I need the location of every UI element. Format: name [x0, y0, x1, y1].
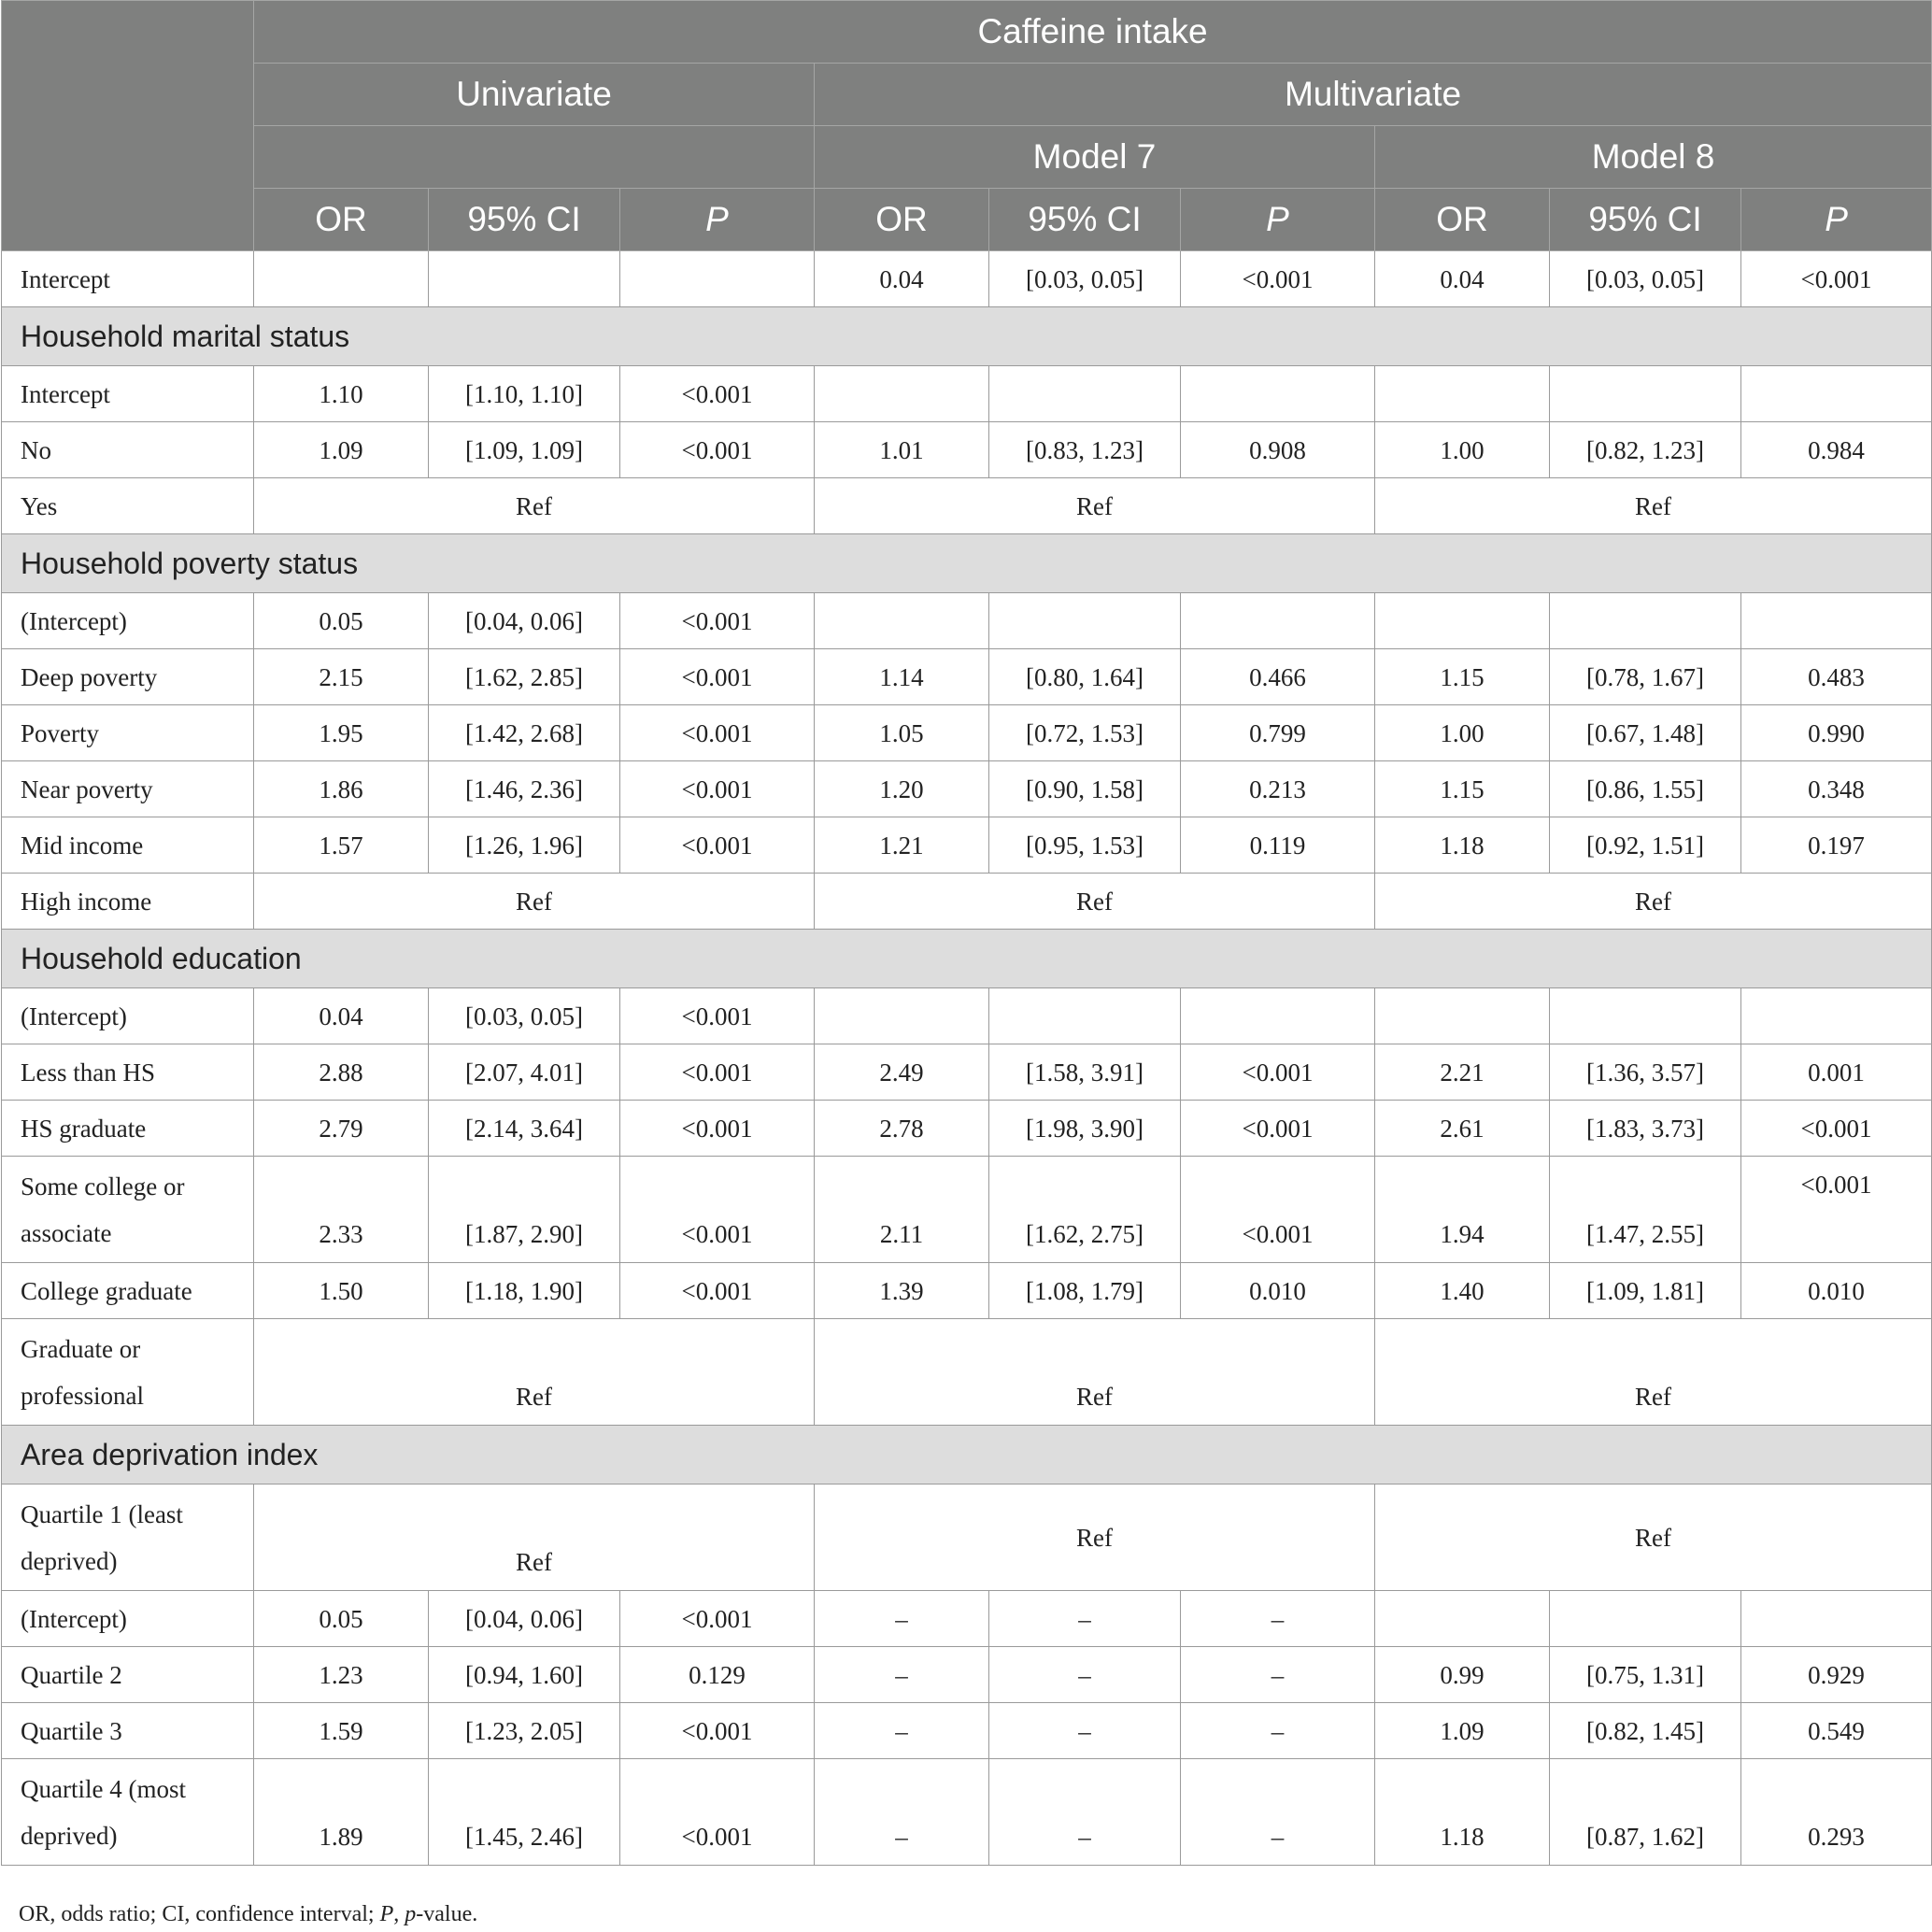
- cell: [254, 251, 429, 307]
- cell: 0.799: [1181, 705, 1375, 761]
- row-label: Deep poverty: [2, 649, 254, 705]
- cell: 0.908: [1181, 422, 1375, 478]
- cell: [1.08, 1.79]: [989, 1263, 1181, 1319]
- cell: 0.05: [254, 593, 429, 649]
- table-row: [2, 593, 1932, 649]
- cell: 0.549: [1741, 1703, 1932, 1759]
- cell: –: [815, 1591, 989, 1647]
- cell: [1.98, 3.90]: [989, 1101, 1181, 1157]
- cell: [0.78, 1.67]: [1550, 649, 1741, 705]
- cell: <0.001: [620, 1759, 815, 1866]
- header-multivariate: Multivariate: [815, 64, 1932, 126]
- cell: [0.04, 0.06]: [429, 593, 620, 649]
- cell: 1.00: [1375, 422, 1550, 478]
- cell: 1.18: [1375, 817, 1550, 874]
- ref-cell: Ref: [254, 478, 815, 534]
- cell: [0.95, 1.53]: [989, 817, 1181, 874]
- header-m8-p: P: [1741, 189, 1932, 251]
- row-label: No: [2, 422, 254, 478]
- cell: [815, 366, 989, 422]
- row-label: (Intercept): [2, 1591, 254, 1647]
- cell: [0.04, 0.06]: [429, 1591, 620, 1647]
- cell: <0.001: [620, 1263, 815, 1319]
- cell: –: [1181, 1591, 1375, 1647]
- cell: [1550, 593, 1741, 649]
- cell: 1.89: [254, 1759, 429, 1866]
- cell: <0.001: [620, 366, 815, 422]
- row-label: (Intercept): [2, 593, 254, 649]
- row-label: Intercept: [2, 251, 254, 307]
- row-label-line: associate: [21, 1218, 112, 1247]
- cell: 1.20: [815, 761, 989, 817]
- cell: [1.62, 2.75]: [989, 1157, 1181, 1263]
- cell: <0.001: [1181, 251, 1375, 307]
- section-title-education: Household education: [2, 930, 1932, 988]
- footnote-text: ,: [393, 1902, 405, 1926]
- cell: 2.78: [815, 1101, 989, 1157]
- cell: 0.119: [1181, 817, 1375, 874]
- cell: [1550, 366, 1741, 422]
- row-label: [2, 1157, 254, 1263]
- header-m8-or: OR: [1375, 189, 1550, 251]
- cell: –: [1181, 1647, 1375, 1703]
- cell: [1550, 988, 1741, 1044]
- cell: 1.23: [254, 1647, 429, 1703]
- table-row: [2, 761, 1932, 817]
- cell: [1550, 1591, 1741, 1647]
- table-row: [2, 1647, 1932, 1703]
- cell: [1375, 593, 1550, 649]
- row-label-line: Quartile 1 (least: [21, 1499, 183, 1528]
- cell: [1.83, 3.73]: [1550, 1101, 1741, 1157]
- table-row: [2, 705, 1932, 761]
- header-univariate: Univariate: [254, 64, 815, 126]
- cell: [1.47, 2.55]: [1550, 1157, 1741, 1263]
- cell: <0.001: [620, 1157, 815, 1263]
- results-table: [1, 0, 1932, 1866]
- cell: 0.348: [1741, 761, 1932, 817]
- header-univariate-blank: [254, 126, 815, 189]
- cell: [989, 988, 1181, 1044]
- cell: [1181, 593, 1375, 649]
- cell: [1.10, 1.10]: [429, 366, 620, 422]
- cell: 2.21: [1375, 1044, 1550, 1101]
- cell: 2.11: [815, 1157, 989, 1263]
- cell: [0.75, 1.31]: [1550, 1647, 1741, 1703]
- row-label: Quartile 3: [2, 1703, 254, 1759]
- section-row: [2, 307, 1932, 366]
- cell: 0.04: [815, 251, 989, 307]
- footnote-text: OR, odds ratio; CI, confidence interval;: [19, 1902, 380, 1926]
- section-row: [2, 1426, 1932, 1485]
- cell: [2.14, 3.64]: [429, 1101, 620, 1157]
- cell: 0.213: [1181, 761, 1375, 817]
- cell: 0.05: [254, 1591, 429, 1647]
- cell: [1181, 988, 1375, 1044]
- cell: 1.95: [254, 705, 429, 761]
- cell: <0.001: [1741, 1157, 1932, 1263]
- cell: [1.18, 1.90]: [429, 1263, 620, 1319]
- cell: <0.001: [1181, 1101, 1375, 1157]
- cell: 0.197: [1741, 817, 1932, 874]
- table-row: [2, 1485, 1932, 1591]
- ref-cell: Ref: [815, 1485, 1375, 1591]
- cell: [815, 988, 989, 1044]
- cell: 0.466: [1181, 649, 1375, 705]
- cell: <0.001: [1181, 1157, 1375, 1263]
- header-m7-ci: 95% CI: [989, 189, 1181, 251]
- table-row: [2, 988, 1932, 1044]
- table-row: [2, 1157, 1932, 1263]
- cell: [1375, 366, 1550, 422]
- cell: [1.23, 2.05]: [429, 1703, 620, 1759]
- cell: <0.001: [1741, 251, 1932, 307]
- cell: [1.62, 2.85]: [429, 649, 620, 705]
- ref-cell: Ref: [815, 874, 1375, 930]
- cell: [1.42, 2.68]: [429, 705, 620, 761]
- section-row: [2, 534, 1932, 593]
- cell: [1.58, 3.91]: [989, 1044, 1181, 1101]
- row-label: Mid income: [2, 817, 254, 874]
- footnote-p-word: p: [405, 1902, 417, 1926]
- table-footnote: [19, 1902, 477, 1927]
- cell: 1.09: [254, 422, 429, 478]
- cell: <0.001: [620, 1044, 815, 1101]
- cell: [1741, 988, 1932, 1044]
- cell: 0.929: [1741, 1647, 1932, 1703]
- cell: 1.50: [254, 1263, 429, 1319]
- cell: 2.79: [254, 1101, 429, 1157]
- ref-cell: Ref: [254, 1485, 815, 1591]
- cell: [989, 593, 1181, 649]
- cell: –: [815, 1759, 989, 1866]
- cell: [1.26, 1.96]: [429, 817, 620, 874]
- ref-cell: Ref: [1375, 1485, 1932, 1591]
- table-row: [2, 251, 1932, 307]
- section-title-poverty: Household poverty status: [2, 534, 1932, 593]
- row-label-line: deprived): [21, 1821, 118, 1850]
- cell: [0.03, 0.05]: [429, 988, 620, 1044]
- cell: [1375, 988, 1550, 1044]
- ref-cell: Ref: [815, 1319, 1375, 1426]
- cell: 0.293: [1741, 1759, 1932, 1866]
- cell: <0.001: [620, 705, 815, 761]
- cell: <0.001: [620, 422, 815, 478]
- row-label: [2, 1759, 254, 1866]
- ref-cell: Ref: [1375, 478, 1932, 534]
- cell: [1181, 366, 1375, 422]
- cell: <0.001: [620, 988, 815, 1044]
- cell: 2.15: [254, 649, 429, 705]
- cell: –: [815, 1703, 989, 1759]
- cell: 0.001: [1741, 1044, 1932, 1101]
- table-row: [2, 1319, 1932, 1426]
- cell: 1.86: [254, 761, 429, 817]
- cell: <0.001: [620, 1703, 815, 1759]
- section-title-marital: Household marital status: [2, 307, 1932, 366]
- cell: 0.04: [1375, 251, 1550, 307]
- cell: [1741, 366, 1932, 422]
- footnote-text: -value.: [416, 1902, 478, 1926]
- cell: [1.45, 2.46]: [429, 1759, 620, 1866]
- cell: <0.001: [620, 649, 815, 705]
- row-label: Yes: [2, 478, 254, 534]
- row-label: Poverty: [2, 705, 254, 761]
- cell: 1.09: [1375, 1703, 1550, 1759]
- cell: [0.03, 0.05]: [1550, 251, 1741, 307]
- cell: [0.82, 1.23]: [1550, 422, 1741, 478]
- row-label: Quartile 2: [2, 1647, 254, 1703]
- cell: [0.90, 1.58]: [989, 761, 1181, 817]
- header-m7-p: P: [1181, 189, 1375, 251]
- row-label-line: Quartile 4 (most: [21, 1774, 186, 1803]
- footnote-p-symbol: P: [379, 1902, 394, 1926]
- cell: 1.94: [1375, 1157, 1550, 1263]
- cell: 2.61: [1375, 1101, 1550, 1157]
- cell: [815, 593, 989, 649]
- table-row: [2, 1703, 1932, 1759]
- cell: 2.33: [254, 1157, 429, 1263]
- cell: [0.94, 1.60]: [429, 1647, 620, 1703]
- cell: [1.09, 1.09]: [429, 422, 620, 478]
- cell: <0.001: [620, 817, 815, 874]
- header-model7: Model 7: [815, 126, 1375, 189]
- cell: 1.14: [815, 649, 989, 705]
- header-u-or: OR: [254, 189, 429, 251]
- ref-cell: Ref: [1375, 1319, 1932, 1426]
- cell: 0.129: [620, 1647, 815, 1703]
- ref-cell: Ref: [254, 1319, 815, 1426]
- cell: 1.18: [1375, 1759, 1550, 1866]
- table-row: [2, 1263, 1932, 1319]
- cell: [1.46, 2.36]: [429, 761, 620, 817]
- cell: 1.00: [1375, 705, 1550, 761]
- cell: 1.01: [815, 422, 989, 478]
- cell: 0.483: [1741, 649, 1932, 705]
- row-label: (Intercept): [2, 988, 254, 1044]
- table-row: [2, 1044, 1932, 1101]
- table-row: [2, 874, 1932, 930]
- cell: –: [989, 1759, 1181, 1866]
- table-row: [2, 1759, 1932, 1866]
- cell: [0.86, 1.55]: [1550, 761, 1741, 817]
- cell: <0.001: [620, 1101, 815, 1157]
- header-caffeine-intake: Caffeine intake: [254, 1, 1932, 64]
- cell: –: [989, 1591, 1181, 1647]
- table-row: [2, 422, 1932, 478]
- cell: 0.04: [254, 988, 429, 1044]
- header-corner: [2, 1, 254, 251]
- row-label: HS graduate: [2, 1101, 254, 1157]
- cell: –: [1181, 1759, 1375, 1866]
- cell: 0.99: [1375, 1647, 1550, 1703]
- cell: –: [989, 1647, 1181, 1703]
- cell: 1.59: [254, 1703, 429, 1759]
- cell: [2.07, 4.01]: [429, 1044, 620, 1101]
- row-label: Intercept: [2, 366, 254, 422]
- table-row: [2, 366, 1932, 422]
- cell: 0.010: [1181, 1263, 1375, 1319]
- row-label: High income: [2, 874, 254, 930]
- ref-cell: Ref: [815, 478, 1375, 534]
- cell: [1.36, 3.57]: [1550, 1044, 1741, 1101]
- cell: 2.49: [815, 1044, 989, 1101]
- cell: –: [815, 1647, 989, 1703]
- table-row: [2, 1101, 1932, 1157]
- section-row: [2, 930, 1932, 988]
- cell: 1.57: [254, 817, 429, 874]
- cell: 1.05: [815, 705, 989, 761]
- table-row: [2, 649, 1932, 705]
- cell: <0.001: [620, 593, 815, 649]
- row-label: [2, 1319, 254, 1426]
- cell: 2.88: [254, 1044, 429, 1101]
- cell: [0.03, 0.05]: [989, 251, 1181, 307]
- cell: [1741, 593, 1932, 649]
- cell: 1.40: [1375, 1263, 1550, 1319]
- header-m8-ci: 95% CI: [1550, 189, 1741, 251]
- row-label-line: Graduate or: [21, 1334, 141, 1363]
- table-row: [2, 817, 1932, 874]
- cell: [1.87, 2.90]: [429, 1157, 620, 1263]
- row-label: College graduate: [2, 1263, 254, 1319]
- table-row: [2, 478, 1932, 534]
- cell: [0.87, 1.62]: [1550, 1759, 1741, 1866]
- ref-cell: Ref: [1375, 874, 1932, 930]
- cell: [0.82, 1.45]: [1550, 1703, 1741, 1759]
- cell: –: [989, 1703, 1181, 1759]
- table-row: [2, 1591, 1932, 1647]
- cell: [429, 251, 620, 307]
- header-u-p: P: [620, 189, 815, 251]
- cell: [0.72, 1.53]: [989, 705, 1181, 761]
- header-m7-or: OR: [815, 189, 989, 251]
- cell: <0.001: [1741, 1101, 1932, 1157]
- row-label-line: Some college or: [21, 1172, 185, 1200]
- cell: [0.67, 1.48]: [1550, 705, 1741, 761]
- cell: 1.15: [1375, 649, 1550, 705]
- cell: [0.83, 1.23]: [989, 422, 1181, 478]
- row-label: [2, 1485, 254, 1591]
- header-model8: Model 8: [1375, 126, 1932, 189]
- cell: 1.21: [815, 817, 989, 874]
- cell: –: [1181, 1703, 1375, 1759]
- cell: [989, 366, 1181, 422]
- cell: 0.984: [1741, 422, 1932, 478]
- cell: [1375, 1591, 1550, 1647]
- cell: <0.001: [1181, 1044, 1375, 1101]
- cell: [620, 251, 815, 307]
- section-title-adi: Area deprivation index: [2, 1426, 1932, 1485]
- cell: 1.15: [1375, 761, 1550, 817]
- cell: [0.92, 1.51]: [1550, 817, 1741, 874]
- cell: [0.80, 1.64]: [989, 649, 1181, 705]
- cell: 1.39: [815, 1263, 989, 1319]
- cell: <0.001: [620, 1591, 815, 1647]
- row-label-line: deprived): [21, 1546, 118, 1575]
- cell: <0.001: [620, 761, 815, 817]
- cell: 1.10: [254, 366, 429, 422]
- cell: 0.990: [1741, 705, 1932, 761]
- row-label-line: professional: [21, 1381, 144, 1410]
- ref-cell: Ref: [254, 874, 815, 930]
- row-label: Less than HS: [2, 1044, 254, 1101]
- row-label: Near poverty: [2, 761, 254, 817]
- cell: [1.09, 1.81]: [1550, 1263, 1741, 1319]
- cell: [1741, 1591, 1932, 1647]
- table-header: [2, 1, 1932, 251]
- header-u-ci: 95% CI: [429, 189, 620, 251]
- cell: 0.010: [1741, 1263, 1932, 1319]
